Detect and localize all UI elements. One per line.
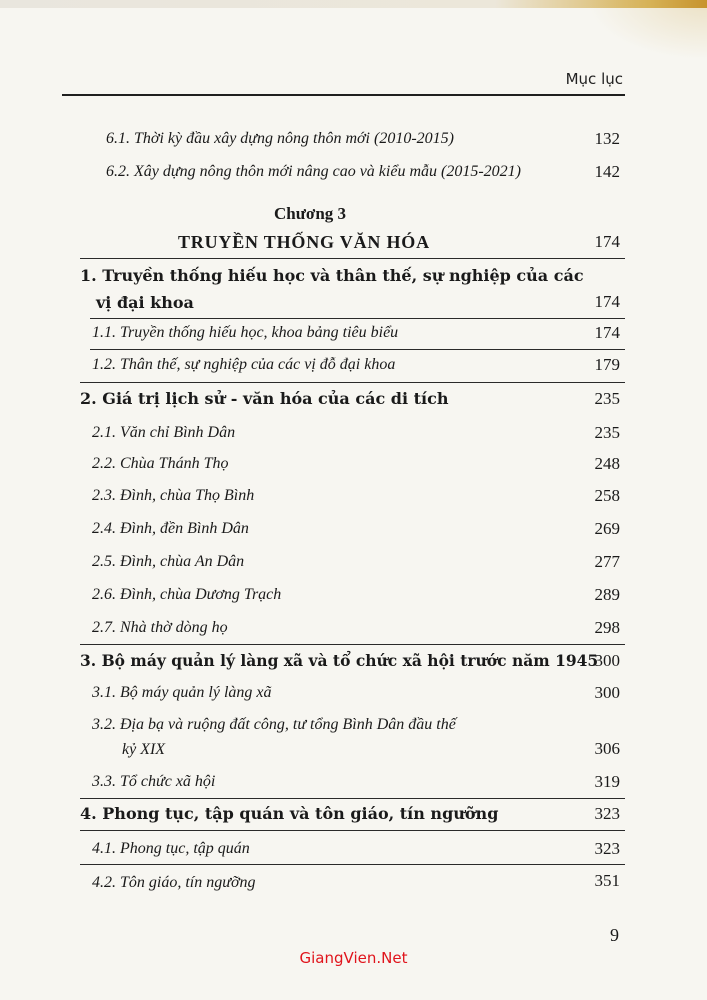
- divider: [80, 382, 625, 383]
- header-rule: [62, 94, 625, 96]
- toc-section-3: 3. Bộ máy quản lý làng xã và tổ chức xã hội trước năm 1945: [80, 651, 599, 670]
- divider: [90, 349, 625, 350]
- toc-page-section-2: 235: [594, 389, 620, 408]
- toc-item-3-2-line1: 3.2. Địa bạ và ruộng đất công, tư tổng Bình Dân đầu thế: [92, 716, 456, 733]
- toc-page-2-4: 269: [594, 519, 620, 538]
- toc-page-6-1: 132: [594, 129, 620, 148]
- toc-page-1-1: 174: [594, 323, 620, 342]
- toc-page-section-3: 300: [594, 651, 620, 670]
- toc-page-3-1: 300: [594, 683, 620, 702]
- toc-item-6-1: 6.1. Thời kỳ đầu xây dựng nông thôn mới (2010-2015): [106, 130, 454, 147]
- toc-page-2-6: 289: [594, 585, 620, 604]
- toc-item-2-4: 2.4. Đình, đền Bình Dân: [92, 520, 249, 537]
- toc-item-2-7: 2.7. Nhà thờ dòng họ: [92, 619, 228, 636]
- running-header: Mục lục: [565, 70, 623, 88]
- toc-page-section-1: 174: [594, 292, 620, 311]
- divider: [80, 830, 625, 831]
- divider: [80, 864, 625, 865]
- toc-page-2-2: 248: [594, 454, 620, 473]
- toc-page-2-1: 235: [594, 423, 620, 442]
- toc-page-4-2: 351: [594, 871, 620, 890]
- toc-item-1-1: 1.1. Truyền thống hiếu học, khoa bảng tiêu biểu: [92, 324, 399, 341]
- divider: [90, 318, 625, 319]
- chapter-title: TRUYỀN THỐNG VĂN HÓA: [178, 232, 430, 252]
- toc-item-3-3: 3.3. Tổ chức xã hội: [92, 773, 216, 790]
- divider: [80, 644, 625, 645]
- watermark-text[interactable]: GiangVien.Net: [299, 949, 408, 967]
- toc-page-6-2: 142: [594, 162, 620, 181]
- toc-page-3-2: 306: [594, 739, 620, 758]
- toc-item-2-6: 2.6. Đình, chùa Dương Trạch: [92, 586, 282, 603]
- toc-page-section-4: 323: [594, 804, 620, 823]
- toc-item-2-1: 2.1. Văn chỉ Bình Dân: [92, 424, 236, 441]
- toc-page-1-2: 179: [594, 355, 620, 374]
- toc-item-4-1: 4.1. Phong tục, tập quán: [92, 840, 250, 857]
- toc-item-3-1: 3.1. Bộ máy quản lý làng xã: [92, 684, 272, 701]
- toc-page-2-5: 277: [594, 552, 620, 571]
- page-number: 9: [610, 925, 619, 945]
- toc-section-2: 2. Giá trị lịch sử - văn hóa của các di tích: [80, 389, 449, 408]
- toc-page-2-7: 298: [594, 618, 620, 637]
- corner-tint: [587, 0, 707, 60]
- toc-item-2-5: 2.5. Đình, chùa An Dân: [92, 553, 245, 570]
- toc-item-1-2: 1.2. Thân thế, sự nghiệp của các vị đỗ đại khoa: [92, 356, 396, 373]
- divider: [80, 258, 625, 259]
- toc-section-4: 4. Phong tục, tập quán và tôn giáo, tín ngưỡng: [80, 804, 499, 823]
- toc-section-1-line1: 1. Truyền thống hiếu học và thân thế, sự nghiệp của các: [80, 266, 584, 285]
- chapter-label: Chương 3: [274, 204, 347, 223]
- toc-item-4-2: 4.2. Tôn giáo, tín ngưỡng: [92, 874, 256, 891]
- divider: [80, 798, 625, 799]
- toc-page-3-3: 319: [594, 772, 620, 791]
- toc-item-3-2-line2: kỷ XIX: [122, 741, 166, 758]
- toc-section-1-line2: vị đại khoa: [96, 293, 194, 312]
- toc-item-2-3: 2.3. Đình, chùa Thọ Bình: [92, 487, 255, 504]
- chapter-page: 174: [594, 232, 620, 251]
- toc-page-4-1: 323: [594, 839, 620, 858]
- toc-item-6-2: 6.2. Xây dựng nông thôn mới nâng cao và kiểu mẫu (2015-2021): [106, 163, 521, 180]
- toc-item-2-2: 2.2. Chùa Thánh Thọ: [92, 455, 229, 472]
- toc-page-2-3: 258: [594, 486, 620, 505]
